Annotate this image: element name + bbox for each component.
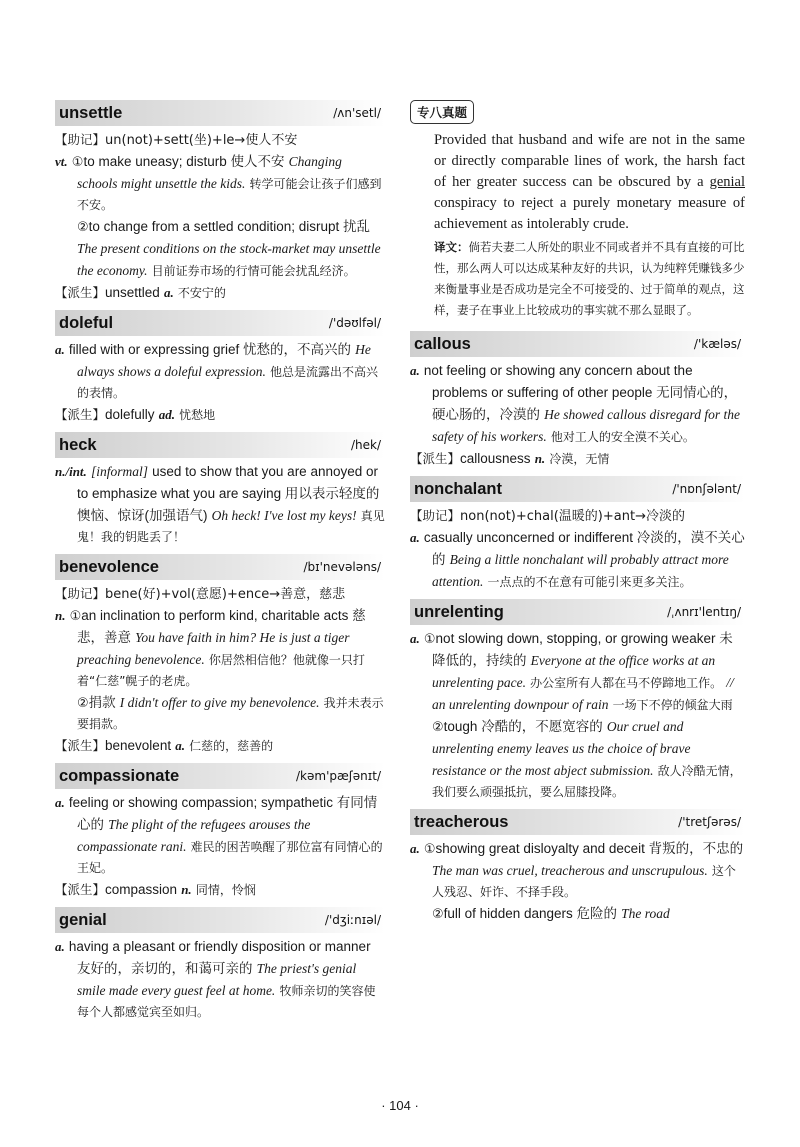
sense-1: n. ①an inclination to perform kind, charitable acts 慈悲，善意 You have faith in him? He is just a tiger preaching benevolence. 你居然相信他？他就像一只打着“仁慈”幌子的老虎。 xyxy=(55,608,366,688)
entry-genial xyxy=(55,907,385,1023)
headword-bar xyxy=(55,907,385,933)
headword-bar xyxy=(55,100,385,126)
headword-bar xyxy=(55,432,385,458)
derivative: 【派生】callousness n. 冷漠，无情 xyxy=(410,451,610,466)
headword-bar xyxy=(55,554,385,580)
pronunciation: /'dʒiːnɪəl/ xyxy=(324,913,381,927)
pronunciation: /bɪ'nevələns/ xyxy=(303,560,381,574)
sense-2: ②捐款 I didn't offer to give my benevolence. 我并未表示要捐款。 xyxy=(77,695,384,731)
sense-1: a. feeling or showing compassion; sympathetic 有同情心的 The plight of the refugees arouses the compassionate rani. 难民的困苦唤醒了那位富有同情心的王妃。 xyxy=(55,795,383,875)
entry-benevolence xyxy=(55,554,385,757)
headword: callous xyxy=(414,334,471,353)
headword: treacherous xyxy=(414,812,509,831)
headword-bar xyxy=(410,599,745,625)
tem8-keyword: genial xyxy=(709,174,745,190)
derivative: 【派生】unsettled a. 不安宁的 xyxy=(55,285,226,300)
sense-1: a. not feeling or showing any concern about the problems or suffering of other people 无同情心的，硬心肠的，冷漠的 He showed callous disregard for the safety of his workers. 他对工人的安全漠不关心。 xyxy=(410,363,741,444)
headword: genial xyxy=(59,910,107,929)
mnemonic: 【助记】bene(好)+vol(意愿)+ence→善意，慈悲 xyxy=(55,586,346,602)
sense-1: a. ①showing great disloyalty and deceit 背叛的，不忠的 The man was cruel, treacherous and unscrupulous. 这个人残忍、奸诈、不择手段。 xyxy=(410,841,744,899)
pronunciation: /ˌʌnrɪ'lentɪŋ/ xyxy=(667,605,741,619)
tem8-translation: 译文：倘若夫妻二人所处的职业不同或者并不具有直接的可比性，那么两人可以达成某种友好的共识，认为纯粹凭赚钱多少来衡量事业是否成功是完全不可接受的、过于简单的观点，这样，妻子在事业上比较成功的事实就不那么显眼了。 xyxy=(434,240,745,317)
tem8-box xyxy=(410,100,745,321)
pronunciation: /'kæləs/ xyxy=(693,337,741,351)
headword-bar xyxy=(410,331,745,357)
pronunciation: /ʌn'setl/ xyxy=(333,106,381,120)
derivative: 【派生】compassion n. 同情，怜悯 xyxy=(55,882,256,897)
sense-1: n./int. [informal] used to show that you are annoyed or to emphasize what you are saying 用以表示轻度的懊恼、惊讶(加强语气) Oh heck! I've lost my keys! 真见鬼！我的钥匙丢了！ xyxy=(55,464,385,544)
entry-unsettle xyxy=(55,100,385,304)
headword: doleful xyxy=(59,313,114,332)
mnemonic: 【助记】non(not)+chal(温暖的)+ant→冷淡的 xyxy=(410,508,685,524)
page-number: · 104 · xyxy=(381,1098,419,1113)
pronunciation: /kəm'pæʃənɪt/ xyxy=(296,769,381,783)
headword: nonchalant xyxy=(414,479,503,498)
tem8-badge: 专八真题 xyxy=(410,100,474,124)
entry-callous xyxy=(410,331,745,470)
entry-compassionate xyxy=(55,763,385,901)
right-column xyxy=(410,100,745,931)
headword: heck xyxy=(59,435,97,454)
entry-unrelenting xyxy=(410,599,745,803)
headword-bar xyxy=(410,809,745,835)
pronunciation: /'tretʃərəs/ xyxy=(678,815,741,829)
headword: compassionate xyxy=(59,766,180,785)
sense-2: ②full of hidden dangers 危险的 The road xyxy=(432,906,670,922)
entry-doleful xyxy=(55,310,385,426)
entry-treacherous xyxy=(410,809,745,925)
sense-1: a. filled with or expressing grief 忧愁的，不高兴的 He always shows a doleful expression. 他总是流露出不高兴的表情。 xyxy=(55,342,379,400)
left-column xyxy=(55,100,385,1029)
tem8-passage: Provided that husband and wife are not in the same or directly comparable lines of work, the harsh fact of her greater success can be obscured by a genial conspiracy to reject a purely monetary measure of achievement as intolerably crude. xyxy=(434,132,745,232)
sense-1: vt. ①to make uneasy; disturb 使人不安 Changing schools might unsettle the kids. 转学可能会让孩子们感到不安。 xyxy=(55,154,382,212)
sense-1: a. casually unconcerned or indifferent 冷淡的，漠不关心的 Being a little nonchalant will probably attract more attention. 一点点的不在意有可能引来更多关注。 xyxy=(410,530,745,589)
mnemonic: 【助记】un(not)+sett(坐)+le→使人不安 xyxy=(55,132,298,148)
pronunciation: /'dəʊlfəl/ xyxy=(328,316,381,330)
pronunciation: /hek/ xyxy=(350,438,381,452)
headword-bar xyxy=(410,476,745,502)
headword: benevolence xyxy=(59,557,159,576)
headword-bar xyxy=(55,763,385,789)
headword: unrelenting xyxy=(414,602,504,621)
sense-2: ②to change from a settled condition; disrupt 扰乱 The present conditions on the stock-market may unsettle the economy. 目前证券市场的行情可能会扰乱经济。 xyxy=(77,219,381,278)
sense-1: a. ①not slowing down, stopping, or growing weaker 未降低的，持续的 Everyone at the office works at an unrelenting pace. 办公室所有人都在马不停蹄地工作。 // an unrelenting downpour of rain 一场下不停的倾盆大雨 xyxy=(410,631,734,712)
sense-2: ②tough 冷酷的，不愿宽容的 Our cruel and unrelenting enemy leaves us the choice of brave resistance or the most abject submission. 敌人冷酷无情，我们要么顽强抵抗，要么屈膝投降。 xyxy=(432,719,742,799)
headword: unsettle xyxy=(59,103,123,122)
derivative: 【派生】benevolent a. 仁慈的，慈善的 xyxy=(55,738,274,753)
headword-bar xyxy=(55,310,385,336)
entry-nonchalant xyxy=(410,476,745,593)
derivative: 【派生】dolefully ad. 忧愁地 xyxy=(55,407,216,422)
pronunciation: /'nɒnʃələnt/ xyxy=(672,482,741,496)
sense-1: a. having a pleasant or friendly disposition or manner 友好的，亲切的，和蔼可亲的 The priest's genial smile made every guest feel at home. 牧师亲切的笑容使每个人都感觉宾至如归。 xyxy=(55,939,376,1019)
entry-heck xyxy=(55,432,385,548)
